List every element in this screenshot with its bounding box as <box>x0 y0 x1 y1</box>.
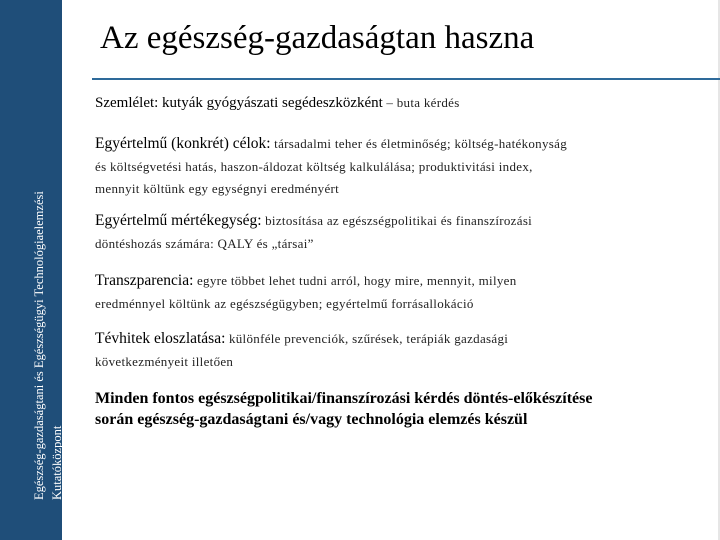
summary-statement <box>95 388 592 430</box>
title-divider <box>92 78 720 80</box>
goals-line-1: társadalmi teher és életminőség; költség-hatékonyság <box>270 136 568 151</box>
summary-line-2: során egészség-gazdaságtani és/vagy technológia elemzés készül <box>95 411 528 428</box>
approach-label: Szemlélet: kutyák gyógyászati segédeszközként <box>95 95 383 111</box>
goals-label: Egyértelmű (konkrét) célok: <box>95 135 271 152</box>
sidebar-line-1: Egészség-gazdaságtani és Egészségügyi Technológiaelemzési <box>32 191 46 500</box>
transparency-line-1: egyre többet lehet tudni arról, hogy mire, mennyit, milyen <box>193 273 517 288</box>
myths-line-2: következményeit illetően <box>95 354 234 369</box>
goals-line-2: és költségvetési hatás, haszon-áldozat költség kalkulálása; produktivitási index, <box>95 159 533 174</box>
transparency-line-2: eredménnyel költünk az egészségügyben; egyértelmű forrásallokáció <box>95 296 474 311</box>
approach-line <box>95 94 460 112</box>
sidebar-institution-text <box>30 191 66 500</box>
bullet-goals <box>95 135 567 197</box>
bullet-myths <box>95 330 508 370</box>
transparency-label: Transzparencia: <box>95 272 194 289</box>
summary-line-1: Minden fontos egészségpolitikai/finanszírozási kérdés döntés-előkészítése <box>95 390 593 407</box>
unit-line-1: biztosítása az egészségpolitikai és finanszírozási <box>261 213 533 228</box>
bullet-unit <box>95 212 532 252</box>
page-title: Az egészség-gazdaságtan haszna <box>100 20 535 56</box>
bullet-transparency <box>95 272 517 312</box>
myths-label: Tévhitek eloszlatása: <box>95 330 226 347</box>
sidebar-line-2: Kutatóközpont <box>50 425 64 500</box>
unit-label: Egyértelmű mértékegység: <box>95 212 262 229</box>
unit-line-2: döntéshozás számára: QALY és „társai” <box>95 236 314 251</box>
goals-line-3: mennyit költünk egy egységnyi eredményért <box>95 181 340 196</box>
approach-suffix: – buta kérdés <box>382 95 460 110</box>
myths-line-1: különféle prevenciók, szűrések, terápiák gazdasági <box>225 331 509 346</box>
sidebar-band <box>0 0 62 540</box>
